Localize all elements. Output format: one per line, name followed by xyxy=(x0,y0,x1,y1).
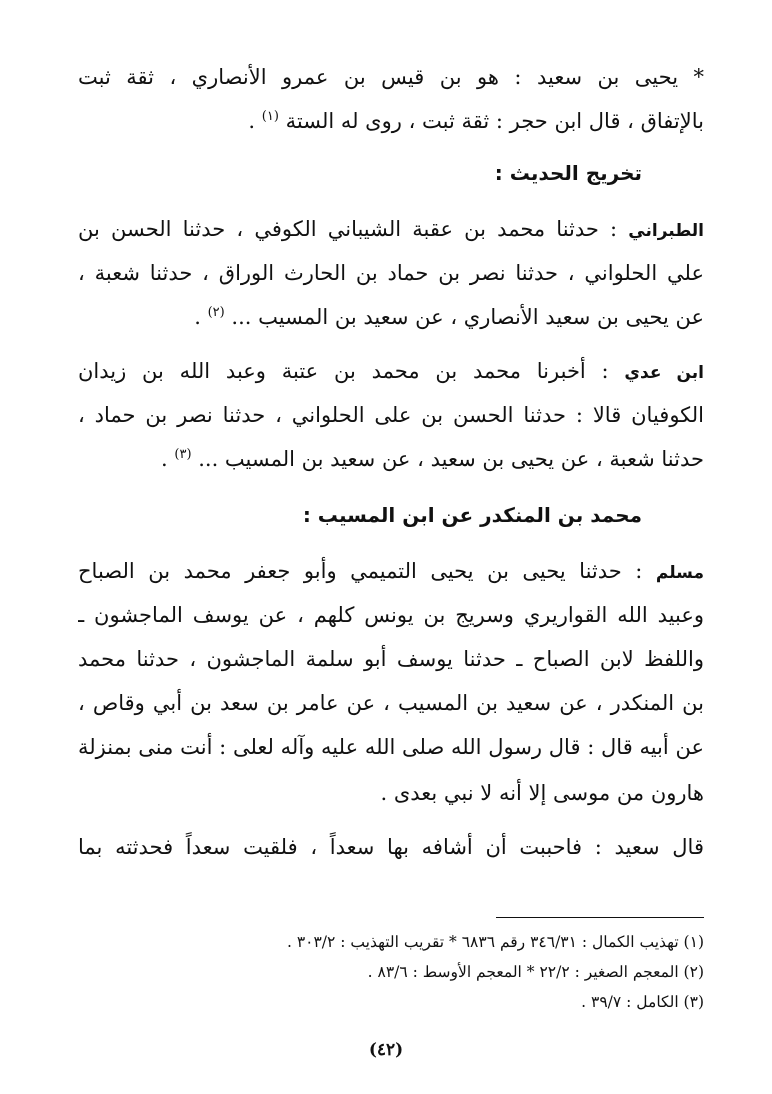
source-name: ابن عدي xyxy=(624,363,704,383)
footnote-ref: (٢) xyxy=(207,305,225,320)
body-line xyxy=(78,832,704,862)
footnote-divider xyxy=(496,917,704,918)
body-text: بالإتفاق ، قال ابن حجر : ثقة ثبت ، روى له الستة xyxy=(285,109,704,133)
body-line xyxy=(78,356,704,388)
footnote: (٣) الكامل : ٣٩/٧ . xyxy=(581,993,704,1011)
body-line xyxy=(78,556,704,588)
body-text: عن يحيى بن سعيد الأنصاري ، عن سعيد بن المسيب ... xyxy=(231,305,704,329)
source-name: مسلم xyxy=(655,563,704,583)
body-line xyxy=(78,600,704,630)
body-text: بن المنكدر ، عن سعيد بن المسيب ، عن عامر بن سعد بن أبي وقاص ، xyxy=(78,691,704,715)
body-line xyxy=(78,778,704,808)
body-text: واللفظ لابن الصباح ـ حدثنا يوسف أبو سلمة الماجشون ، حدثنا محمد xyxy=(78,647,704,671)
footnote: (١) تهذيب الكمال : ٣٤٦/٣١ رقم ٦٨٣٦ * تقريب التهذيب : ٣٠٣/٢ . xyxy=(286,933,704,951)
footnote-ref: (٣) xyxy=(174,447,192,462)
page-number: (٤٢) xyxy=(368,1040,404,1060)
body-text: حدثنا شعبة ، عن يحيى بن سعيد ، عن سعيد بن المسيب ... xyxy=(198,447,704,471)
body-text: الكوفيان قالا : حدثنا الحسن بن على الحلواني ، حدثنا نصر بن حماد ، xyxy=(78,403,704,427)
body-text: . xyxy=(161,447,175,471)
body-line xyxy=(78,62,704,92)
footnote: (٢) المعجم الصغير : ٢٢/٢ * المعجم الأوسط : ٨٣/٦ . xyxy=(367,963,704,981)
footnote-ref: (١) xyxy=(261,109,279,124)
section-heading: تخريج الحديث : xyxy=(494,161,642,185)
body-line xyxy=(78,106,704,140)
body-line xyxy=(78,214,704,246)
body-text: . xyxy=(248,109,262,133)
body-text: : أخبرنا محمد بن محمد بن عتبة وعبد الله بن زيدان xyxy=(78,359,625,383)
body-text: : حدثنا يحيى بن يحيى التميمي وأبو جعفر محمد بن الصباح xyxy=(78,559,656,583)
section-heading: محمد بن المنكدر عن ابن المسيب : xyxy=(302,503,642,527)
body-text: هارون من موسى إلا أنه لا نبي بعدى . xyxy=(380,781,704,805)
body-text: : حدثنا محمد بن عقبة الشيباني الكوفي ، حدثنا الحسن بن xyxy=(78,217,629,241)
body-line xyxy=(78,644,704,674)
body-text: . xyxy=(194,305,208,329)
body-text: عن أبيه قال : قال رسول الله صلى الله عليه وآله لعلى : أنت منى بمنزلة xyxy=(78,735,704,759)
body-line xyxy=(78,688,704,718)
source-name: الطبراني xyxy=(628,221,704,241)
body-text: علي الحلواني ، حدثنا نصر بن حماد بن الحارث الوراق ، حدثنا شعبة ، xyxy=(78,261,704,285)
body-line xyxy=(78,732,704,762)
body-line xyxy=(78,302,704,336)
body-line xyxy=(78,400,704,430)
body-text: قال سعيد : فاحببت أن أشافه بها سعداً ، فلقيت سعداً فحدثته بما xyxy=(78,835,704,859)
body-line xyxy=(78,258,704,288)
body-text: وعبيد الله القواريري وسريج بن يونس كلهم ، عن يوسف الماجشون ـ xyxy=(78,603,704,627)
body-text: * يحيى بن سعيد : هو بن قيس بن عمرو الأنصاري ، ثقة ثبت xyxy=(78,65,704,89)
body-line xyxy=(78,444,704,478)
